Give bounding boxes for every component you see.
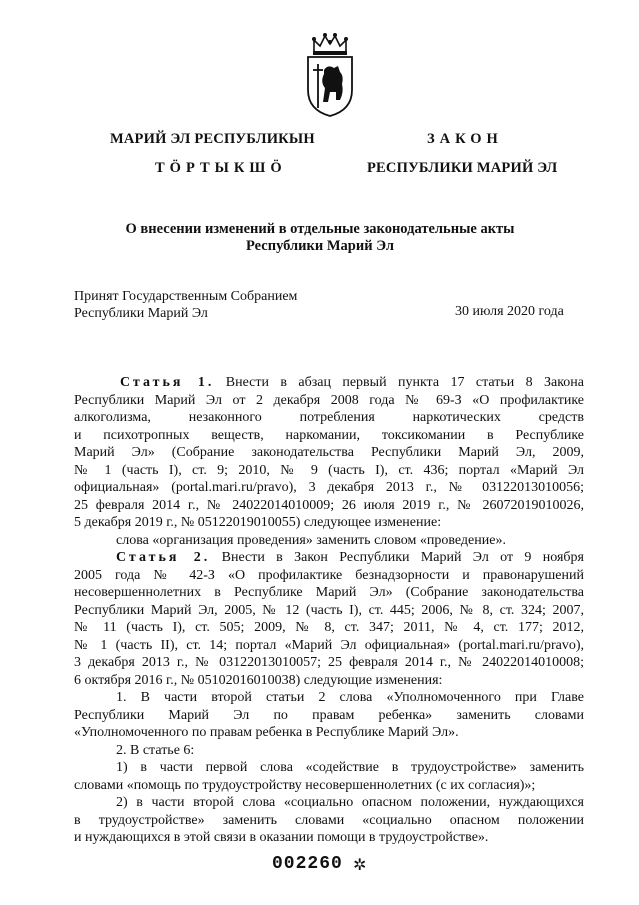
article2-line: № 1 (часть II), ст. 14; портал «Марий Эл официальная» (portal.mari.ru/pravo), (74, 637, 584, 653)
article2-line: № 11 (часть I), ст. 505; 2009, № 8, ст. 347; 2011, № 4, ст. 177; 2012, (74, 620, 584, 635)
article1-line: 25 февраля 2014 г., № 24022014010009; 26 июля 2019 г., № 26072019010026, (74, 497, 584, 513)
article2-heading: Статья 2. (116, 550, 211, 565)
document-title-line2: Республики Марий Эл (246, 238, 394, 254)
article2-line: 2005 года № 42-З «О профилактике безнадзорности и правонарушений (74, 567, 584, 583)
article2-sub2-line: и нуждающихся в этой связи в оказании помощи в трудоустройстве». (74, 830, 489, 845)
adoption-date: 30 июля 2020 года (455, 304, 564, 319)
article1-line: Статья 1. Внести в абзац первый пункта 17 статьи 8 Закона (120, 375, 584, 390)
article2-line: несовершеннолетних в Республике Марий Эл» (Собрание законодательства (74, 585, 584, 600)
snowflake-icon: ✲ (353, 857, 367, 874)
adopted-by-line1: Принят Государственным Собранием (74, 289, 298, 304)
article1-line: и психотропных веществ, наркомании, токсикомании в Республике (74, 427, 584, 443)
adopted-by-line2: Республики Марий Эл (74, 306, 208, 321)
article1-line: 5 декабря 2019 г., № 05122019010055) следующее изменение: (74, 515, 442, 530)
article1-line: № 1 (часть I), ст. 9; 2010, № 9 (часть I), ст. 436; портал «Марий Эл (74, 462, 584, 478)
article1-line: Марий Эл» (Собрание законодательства Республики Марий Эл, 2009, (74, 445, 584, 460)
article1-heading: Статья 1. (120, 375, 215, 390)
article1-line: официальная» (portal.mari.ru/pravo), 3 декабря 2013 г., № 03122013010056; (74, 480, 584, 495)
header-right-line1: ЗАКОН (427, 131, 503, 147)
article1-line: Республики Марий Эл от 2 декабря 2008 года № 69-З «О профилактике (74, 392, 584, 408)
article2-item2: 2. В статье 6: (116, 742, 195, 758)
law-body (74, 374, 584, 847)
article2-item1-line: 1. В части второй статьи 2 слова «Уполномоченного при Главе (116, 690, 584, 705)
serial-number: 002260 (272, 854, 343, 874)
article2-sub2-line: 2) в части второй слова «социально опасном положении, нуждающихся (116, 795, 584, 810)
article2-line: Статья 2. Внести в Закон Республики Марий Эл от 9 ноября (116, 550, 584, 565)
header-right-line2: РЕСПУБЛИКИ МАРИЙ ЭЛ (367, 160, 558, 176)
document-title-line1: О внесении изменений в отдельные законодательные акты (125, 221, 515, 237)
article1-replace: слова «организация проведения» заменить словом «проведение». (116, 532, 506, 548)
article2-item1-line: «Уполномоченного по правам ребенка в Республике Марий Эл». (74, 725, 459, 740)
header-left-line2: ТӦРТЫКШӦ (155, 160, 287, 176)
article1-line: алкоголизма, незаконного потребления наркотических средств (74, 410, 584, 425)
article2-item1-line: Республики Марий Эл по правам ребенка» заменить словами (74, 707, 584, 723)
article2-line: 6 октября 2016 г., № 05102016010038) следующие изменения: (74, 672, 443, 688)
article2-line: Республики Марий Эл, 2005, № 12 (часть I), ст. 445; 2006, № 8, ст. 324; 2007, (74, 602, 584, 618)
article2-sub1-line: словами «помощь по трудоустройству несовершеннолетних (с их согласия)»; (74, 777, 536, 793)
article2-line: 3 декабря 2013 г., № 03122013010057; 25 февраля 2014 г., № 24022014010008; (74, 655, 584, 670)
coat-of-arms-emblem (300, 30, 360, 120)
article2-sub1-line: 1) в части первой слова «содействие в трудоустройстве» заменить (116, 760, 584, 775)
header-left-line1: МАРИЙ ЭЛ РЕСПУБЛИКЫН (110, 131, 315, 147)
article2-sub2-line: в трудоустройстве» заменить словами «социально опасном положении (74, 812, 584, 828)
